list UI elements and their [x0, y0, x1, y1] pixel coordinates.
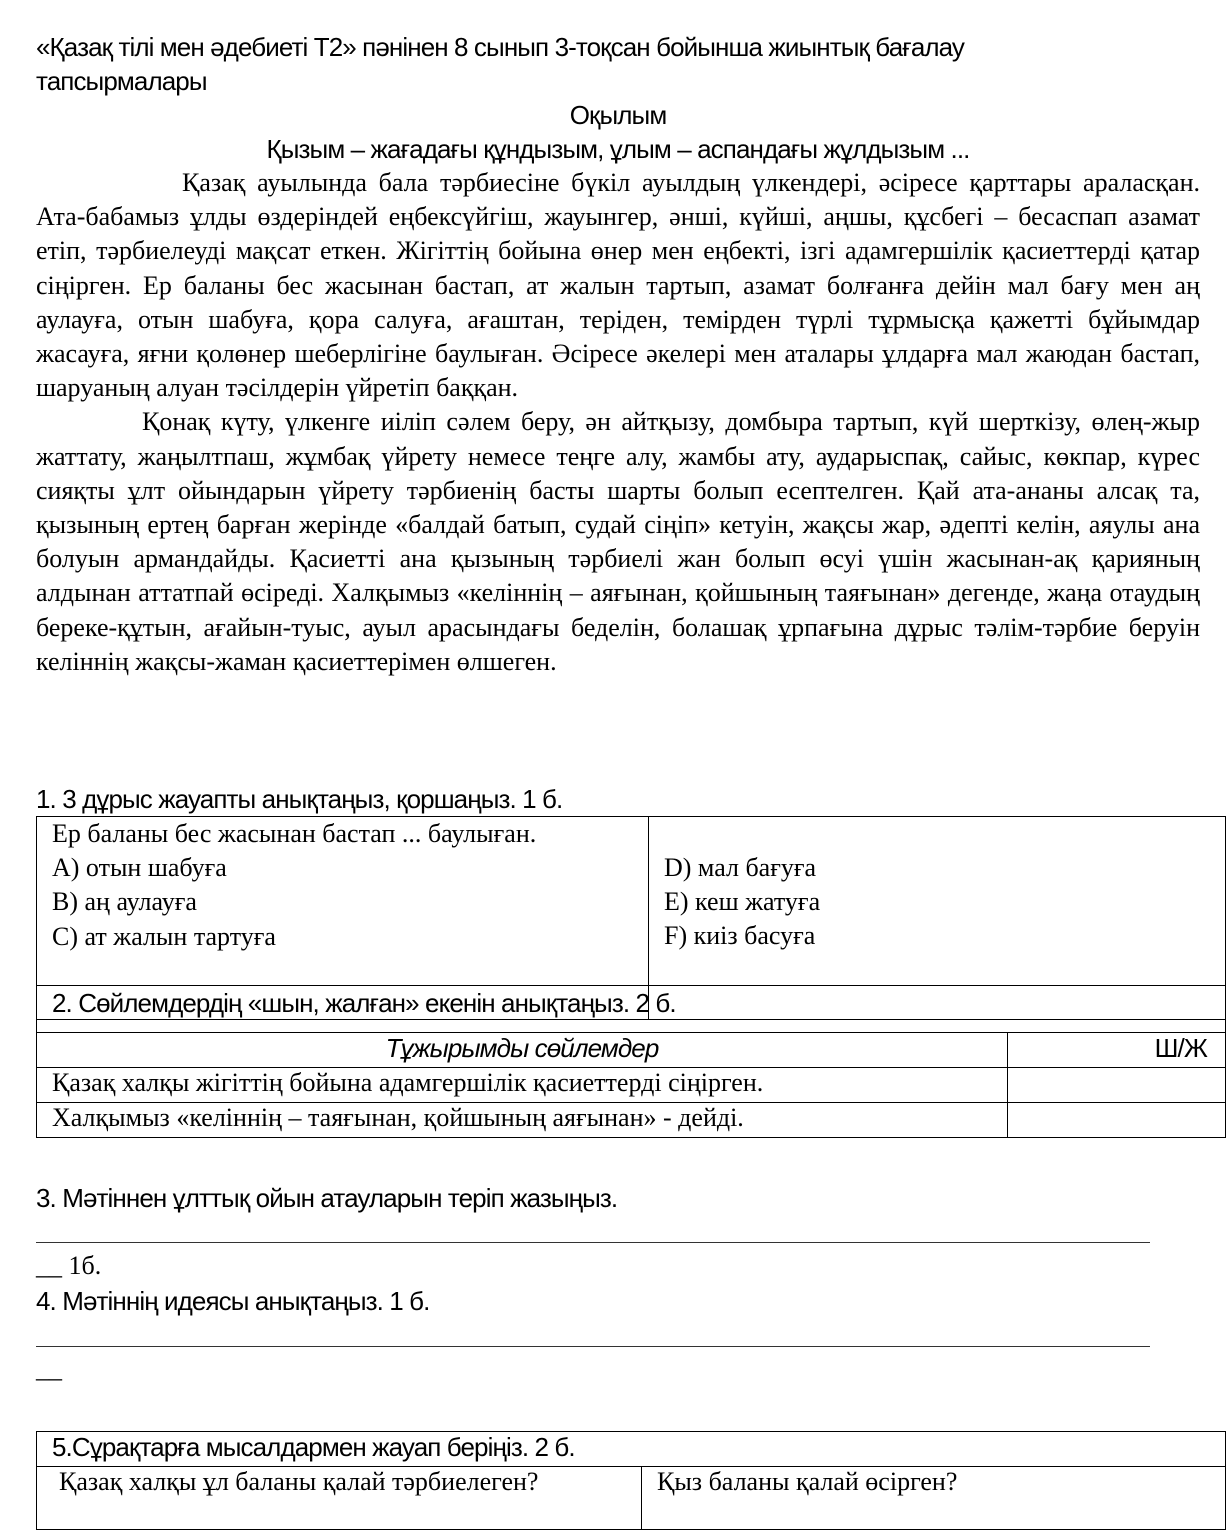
statement-row-1: Қазақ халқы жігіттің бойына адамгершілік қасиеттерді сіңірген.: [37, 1068, 1008, 1103]
epigraph: Қызым – жағадағы құндызым, ұлым – аспандағы жұлдызым ...: [266, 134, 970, 164]
section-heading: Оқылым: [569, 100, 667, 130]
option-b[interactable]: B) аң аулауға: [52, 887, 197, 917]
column-header-true-false: Ш/Ж: [1008, 1033, 1226, 1068]
question-5-left-cell[interactable]: Қазақ халқы ұл баланы қалай тәрбиелеген?: [37, 1467, 642, 1530]
question-5-right-cell[interactable]: Қыз баланы қалай өсірген?: [642, 1467, 1226, 1530]
question-1-stem: Ер баланы бес жасынан бастап ... баулыған.: [52, 819, 537, 848]
question-4-answer-line[interactable]: [36, 1346, 1150, 1347]
question-5-title-cell: [37, 1432, 1226, 1467]
option-c[interactable]: C) ат жалын тартуға: [52, 921, 276, 951]
question-4-tail: __: [36, 1354, 62, 1383]
question-3-answer-line[interactable]: [36, 1242, 1150, 1243]
question-3-title: 3. Мәтіннен ұлттық ойын атауларын теріп жазыңыз.: [36, 1183, 618, 1213]
question-1-title: 1. 3 дұрыс жауапты анықтаңыз, қоршаңыз. 1 б.: [36, 784, 563, 814]
question-5-table: [36, 1431, 1226, 1530]
document-title-line1: «Қазақ тілі мен әдебиеті Т2» пәнінен 8 сынып 3-тоқсан бойынша жиынтық бағалау: [36, 32, 965, 62]
question-3-points: __ 1б.: [36, 1251, 102, 1280]
document-title-line2: тапсырмалары: [36, 66, 207, 96]
statement-row-2: Халқымыз «келіннің – таяғынан, қойшының аяғынан» - дейді.: [37, 1103, 1008, 1138]
question-2-title-cell: [37, 986, 1226, 1033]
option-f[interactable]: F) киіз басуға: [664, 921, 816, 951]
reading-paragraph-2: Қонақ күту, үлкенге иіліп сәлем беру, ән айтқызу, домбыра тартып, күй шерткізу, өлең-жыр жаттату, жаңылтпаш, жұмбақ үйрету немесе теңге алу, жамбы ату, аударыспақ, сайыс, көкпар, күрес сияқты ұлт ойындарын үйрету тәрбиенің басты шарты болып есептелген. Қай ата-ананы алсақ та, қызының ертең барған жерінде «балдай батып, судай сіңіп» кетуін, жақсы жар, әдепті келін, аяулы ана болуын армандайды. Қасиетті ана қызының тәрбиелі жан болып өсуі үшін жасынан-ақ қарияның алдынан аттатпай өсіреді. Халқымыз «келіннің – аяғынан, қойшының таяғынан» дегенде, жаңа отаудың береке-құтын, ағайын-туыс, ауыл арасындағы беделін, болашақ ұрпағына дұрыс тәлім-тәрбие беруін келіннің жақсы-жаман қасиеттерімен өлшеген.: [36, 407, 1200, 676]
answer-cell-1[interactable]: [1008, 1068, 1226, 1103]
question-4-title: 4. Мәтіннің идеясы анықтаңыз. 1 б.: [36, 1286, 430, 1316]
worksheet-page: [36, 30, 1207, 1496]
question-2-table: [36, 985, 1226, 1138]
option-a[interactable]: A) отын шабуға: [52, 853, 227, 883]
answer-cell-2[interactable]: [1008, 1103, 1226, 1138]
option-e[interactable]: E) кеш жатуға: [664, 887, 821, 917]
option-d[interactable]: D) мал бағуға: [664, 853, 817, 882]
reading-paragraph-1: Қазақ ауылында бала тәрбиесіне бүкіл ауылдың үлкендері, әсіресе қарттары араласқан. Ата-бабамыз ұлды өздеріндей еңбексүйгіш, жауынгер, әнші, күйші, аңшы, құсбегі – бесаспап азамат етіп, тәрбиелеуді мақсат еткен. Жігіттің бойына өнер мен еңбекті, ізгі адамгершілік қасиеттерді қатар сіңірген. Ер баланы бес жасынан бастап, ат жалын тартып, азамат болғанға дейін мал бағу мен аң аулауға, отын шабуға, қора салуға, ағаштан, теріден, темірден түрлі тұрмысқа қажетті бұйымдар жасауға, яғни қолөнер шеберлігіне баулыған. Әсіресе әкелері мен аталары ұлдарға мал жаюдан бастап, шаруаның алуан тәсілдерін үйретіп баққан.: [36, 168, 1200, 403]
question-2-title: 2. Сөйлемдердің «шын, жалған» екенін анықтаңыз. 2 б.: [52, 988, 676, 1018]
column-header-statements: Тұжырымды сөйлемдер: [37, 1033, 1008, 1068]
question-5-title: 5.Сұрақтарға мысалдармен жауап беріңіз. 2 б.: [52, 1432, 575, 1462]
